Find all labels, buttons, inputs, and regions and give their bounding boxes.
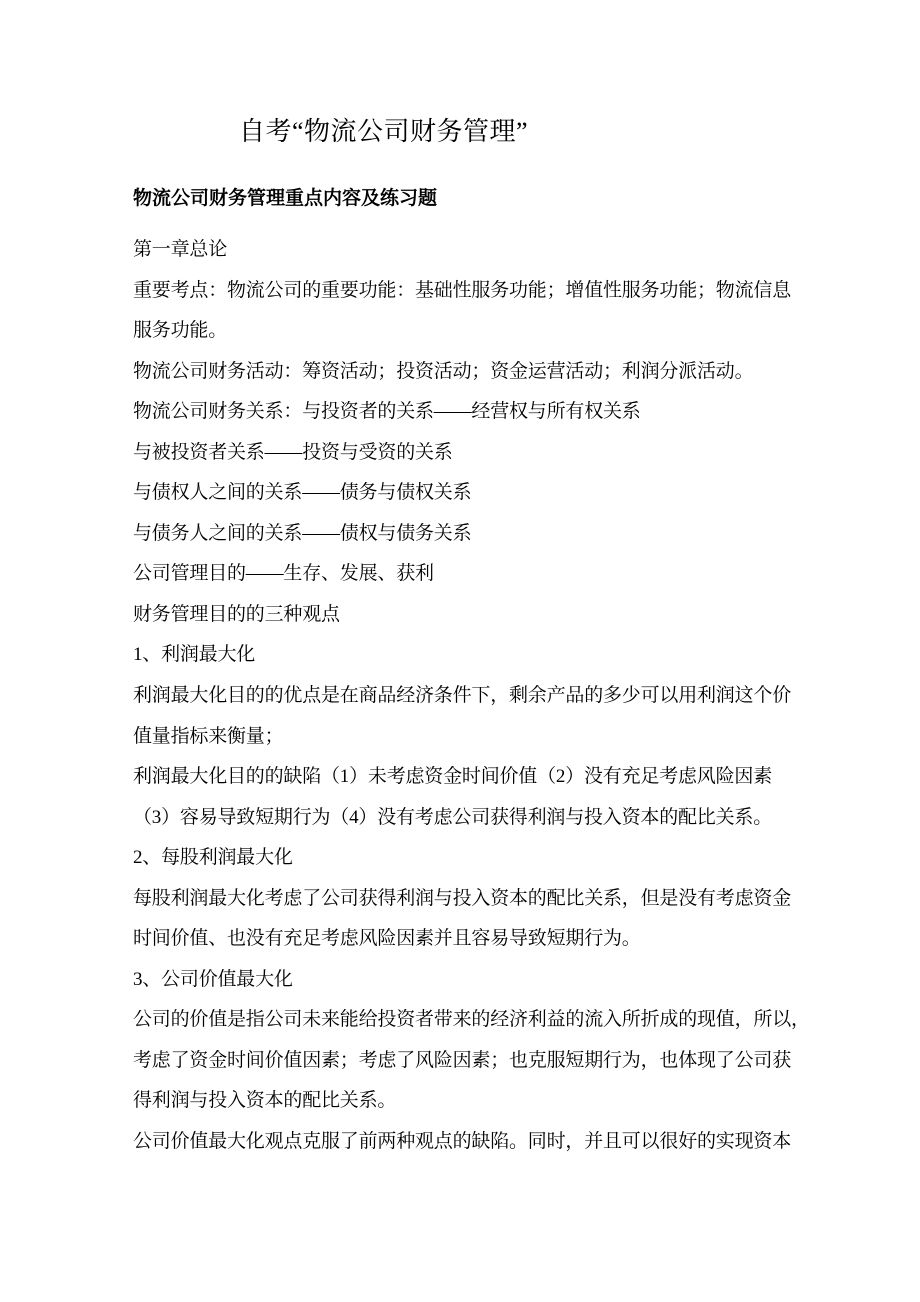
text-line: 考虑了资金时间价值因素；考虑了风险因素；也克服短期行为，也体现了公司获: [133, 1049, 792, 1071]
text-line: 3、公司价值最大化: [133, 968, 293, 990]
text-line: 重要考点：物流公司的重要功能：基础性服务功能；增值性服务功能；物流信息: [133, 279, 792, 301]
text-line: 值量指标来衡量；: [133, 725, 284, 747]
text-line: 与债务人之间的关系——债权与债务关系: [133, 522, 472, 544]
document-body: [133, 230, 810, 1163]
text-line: 物流公司财务关系：与投资者的关系——经营权与所有权关系: [133, 401, 641, 423]
text-line: （3）容易导致短期行为（4）没有考虑公司获得利润与投入资本的配比关系。: [133, 806, 773, 828]
text-line: 时间价值、也没有充足考虑风险因素并且容易导致短期行为。: [133, 928, 641, 950]
document-title: 自考“物流公司财务管理”: [239, 117, 529, 146]
text-line: 财务管理目的的三种观点: [133, 603, 340, 625]
text-line: 每股利润最大化考虑了公司获得利润与投入资本的配比关系，但是没有考虑资金: [133, 887, 792, 909]
text-line: 2、每股利润最大化: [133, 847, 293, 869]
text-line: 公司的价值是指公司未来能给投资者带来的经济利益的流入所折成的现值，所以，: [133, 1009, 810, 1031]
text-line: 利润最大化目的的缺陷（1）未考虑资金时间价值（2）没有充足考虑风险因素: [133, 766, 773, 788]
text-line: 公司管理目的——生存、发展、获利: [133, 563, 434, 585]
text-line: 与被投资者关系——投资与受资的关系: [133, 441, 453, 463]
text-line: 公司价值最大化观点克服了前两种观点的缺陷。同时，并且可以很好的实现资本: [133, 1131, 792, 1153]
text-line: 物流公司财务活动：筹资活动；投资活动；资金运营活动；利润分派活动。: [133, 360, 754, 382]
text-line: 1、利润最大化: [133, 644, 256, 666]
text-line: 第一章总论: [133, 239, 228, 260]
text-line: 与债权人之间的关系——债务与债权关系: [133, 482, 472, 504]
text-line: 利润最大化目的的优点是在商品经济条件下，剩余产品的多少可以用利润这个价: [133, 685, 792, 707]
text-line: 得利润与投入资本的配比关系。: [133, 1090, 397, 1112]
document-heading: 物流公司财务管理重点内容及练习题: [133, 188, 438, 209]
text-line: 服务功能。: [133, 320, 228, 342]
